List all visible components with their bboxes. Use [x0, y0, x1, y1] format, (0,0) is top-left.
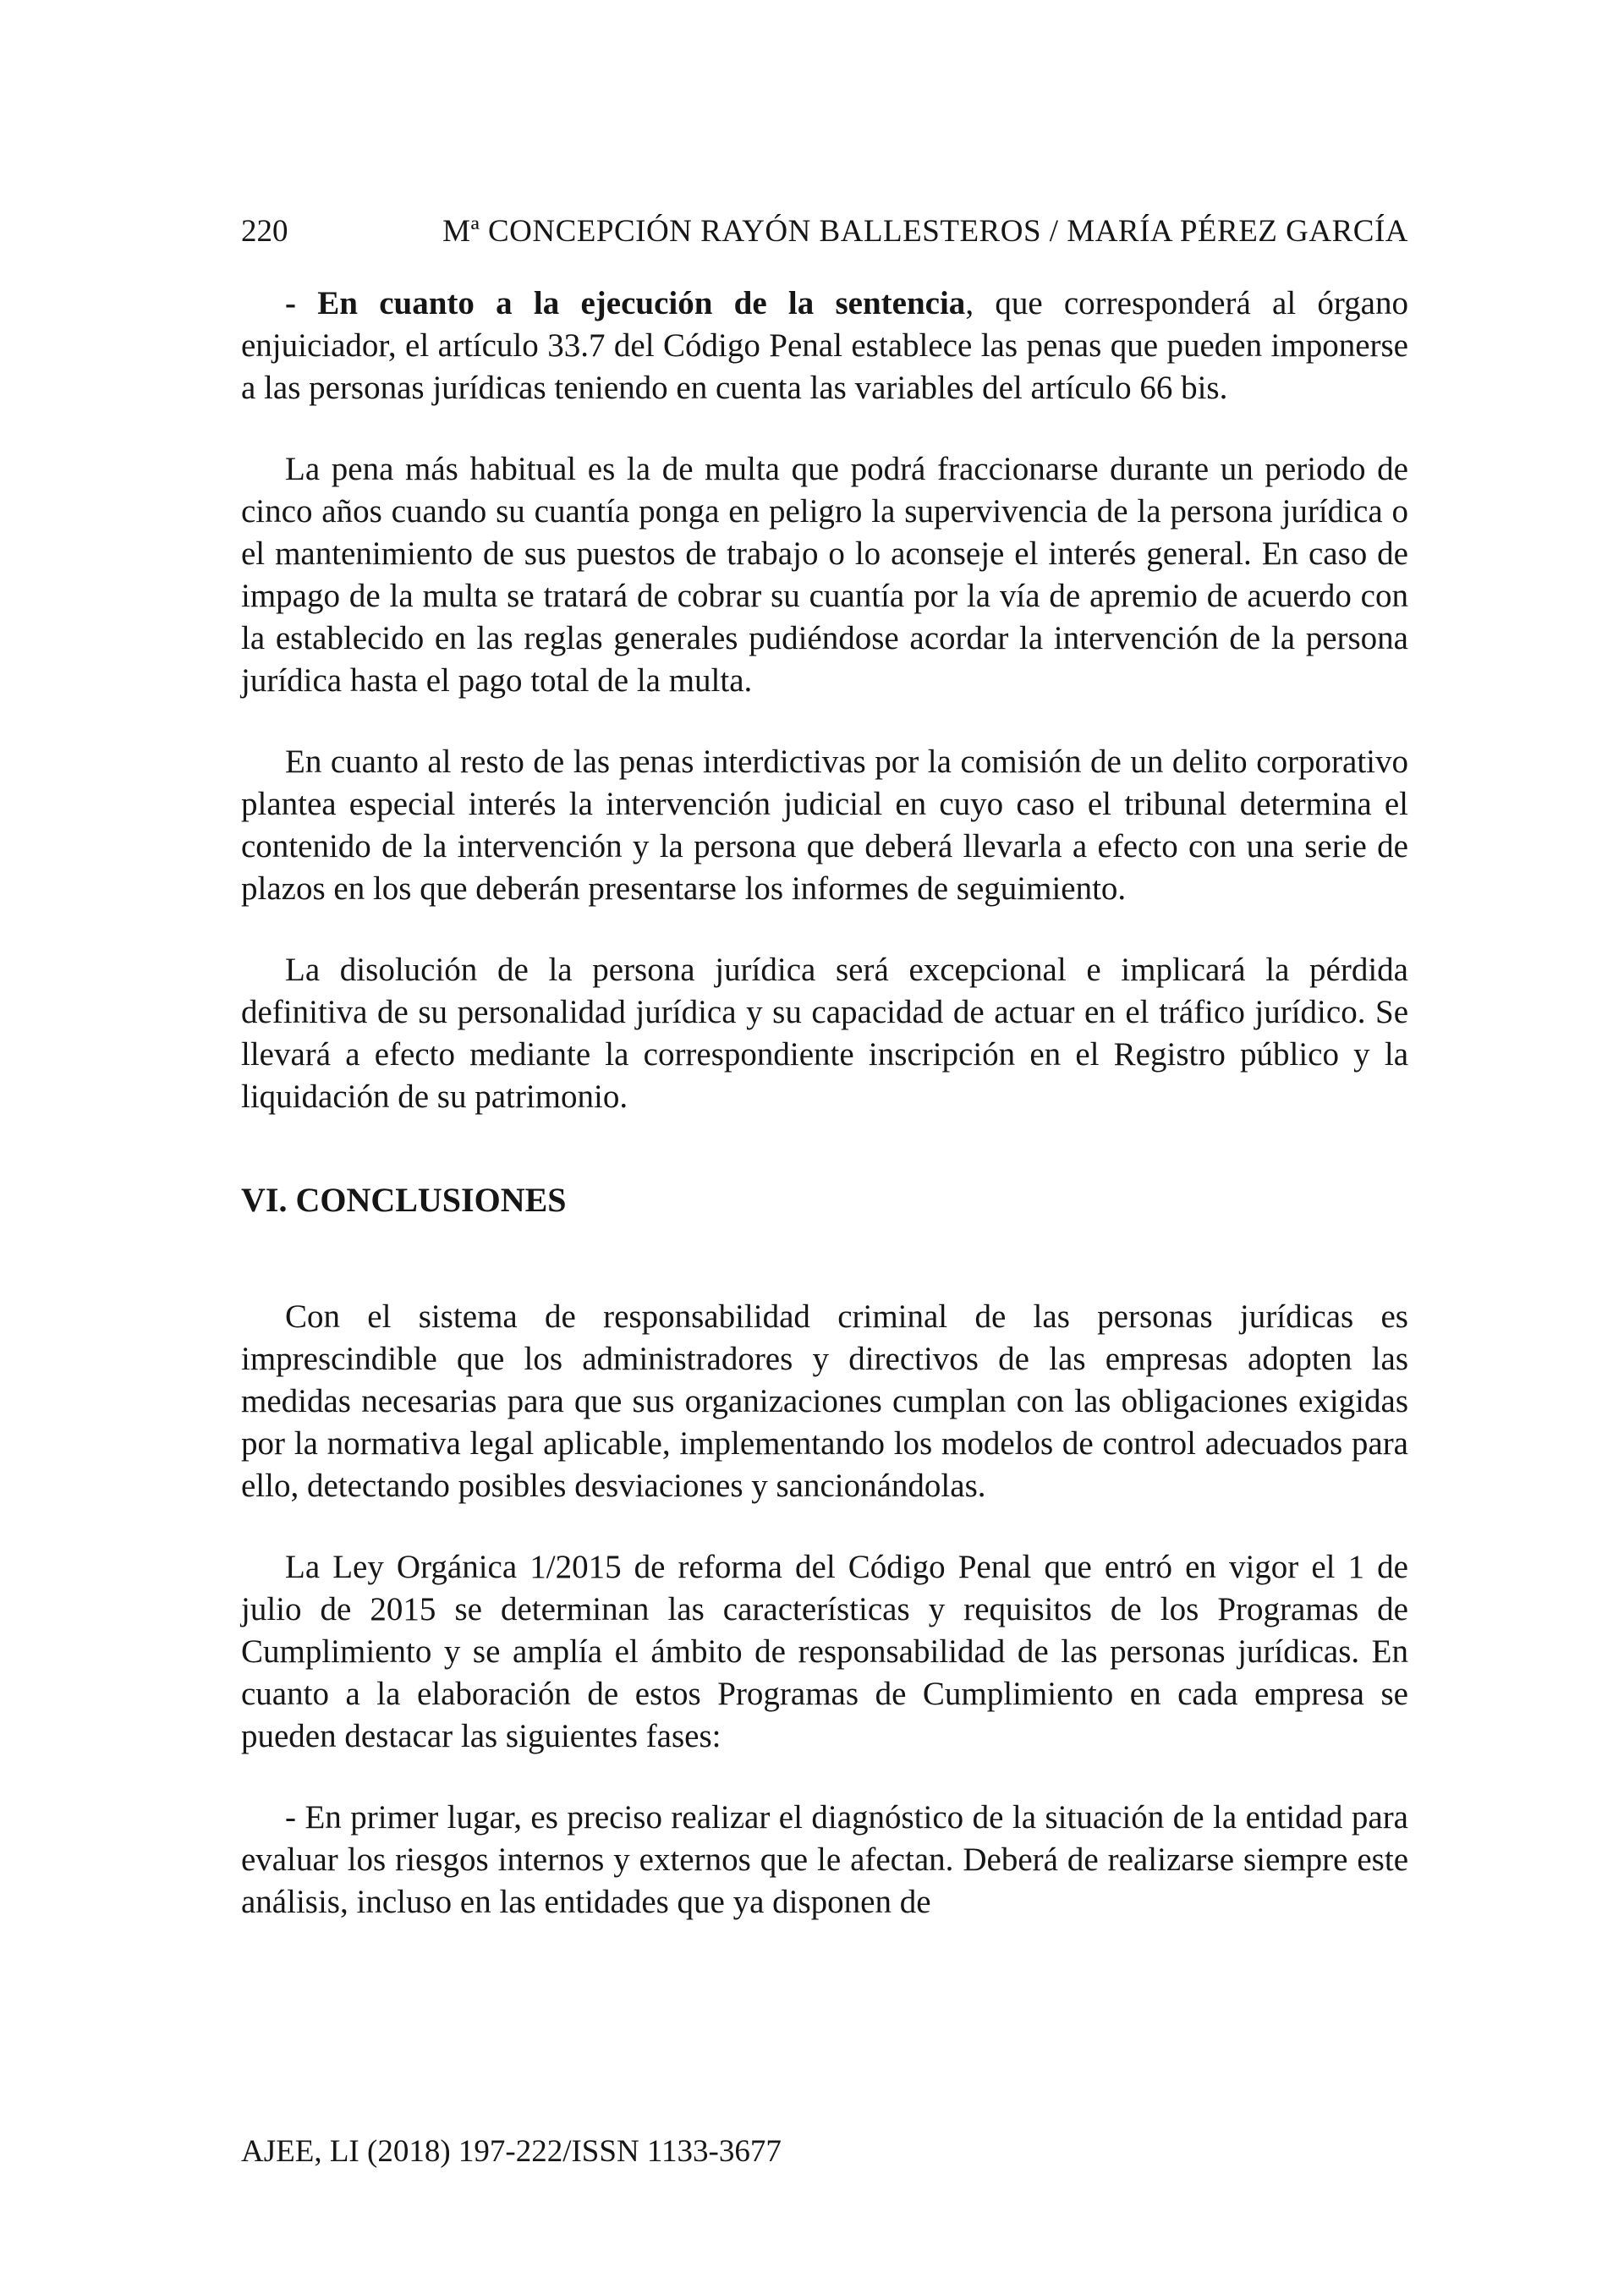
paragraph-lead-bold: - En cuanto a la ejecución de la sentencia: [285, 285, 966, 321]
page-header: [241, 213, 1408, 250]
paragraph-ley-organica: La Ley Orgánica 1/2015 de reforma del Código Penal que entró en vigor el 1 de julio de 2015 se determinan las características y requisitos de los Programas de Cumplimiento y se amplía el ámbito de responsabilidad de las personas jurídicas. En cuanto a la elaboración de estos Programas de Cumplimiento en cada empresa se pueden destacar las siguientes fases:: [241, 1549, 1408, 1754]
paragraph-disolucion: La disolución de la persona jurídica será excepcional e implicará la pérdida definitiva de su personalidad jurídica y su capacidad de actuar en el tráfico jurídico. Se llevará a efecto mediante la correspondiente inscripción en el Registro público y la liquidación de su patrimonio.: [241, 952, 1408, 1115]
paragraph-sistema-responsabilidad: Con el sistema de responsabilidad criminal de las personas jurídicas es imprescindible que los administradores y directivos de las empresas adopten las medidas necesarias para que sus organizaciones cumplan con las obligaciones exigidas por la normativa legal aplicable, implementando los modelos de control adecuados para ello, detectando posibles desviaciones y sancionándolas.: [241, 1298, 1408, 1504]
page-number: 220: [241, 214, 288, 249]
running-title: Mª CONCEPCIÓN RAYÓN BALLESTEROS / MARÍA PÉREZ GARCÍA: [442, 214, 1408, 249]
journal-citation: AJEE, LI (2018) 197-222/ISSN 1133-3677: [241, 2134, 782, 2169]
page-body: [241, 283, 1408, 1924]
paragraph-ejecucion-sentencia: [241, 283, 1408, 409]
paragraph-primer-lugar: - En primer lugar, es preciso realizar el diagnóstico de la situación de la entidad para evaluar los riesgos internos y externos que le afectan. Deberá de realizarse siempre este análisis, incluso en las entidades que ya disponen de: [241, 1799, 1408, 1920]
section-heading-conclusiones: VI. CONCLUSIONES: [241, 1181, 567, 1219]
paragraph-penas-interdictivas: En cuanto al resto de las penas interdictivas por la comisión de un delito corporativo plantea especial interés la intervención judicial en cuyo caso el tribunal determina el contenido de la intervención y la persona que deberá llevarla a efecto con una serie de plazos en los que deberán presentarse los informes de seguimiento.: [241, 744, 1408, 907]
paragraph-lead-rest: , que corresponderá al órgano enjuiciador, el artículo 33.7 del Código Penal establece las penas que pueden imponerse a las personas jurídicas teniendo en cuenta las variables del artículo 66 bis.: [241, 285, 1408, 406]
paragraph-pena-multa: La pena más habitual es la de multa que podrá fraccionarse durante un periodo de cinco años cuando su cuantía ponga en peligro la supervivencia de la persona jurídica o el mantenimiento de sus puestos de trabajo o lo aconseje el interés general. En caso de impago de la multa se tratará de cobrar su cuantía por la vía de apremio de acuerdo con la establecido en las reglas generales pudiéndose acordar la intervención de la persona jurídica hasta el pago total de la multa.: [241, 451, 1408, 699]
page-footer: [241, 2133, 782, 2171]
